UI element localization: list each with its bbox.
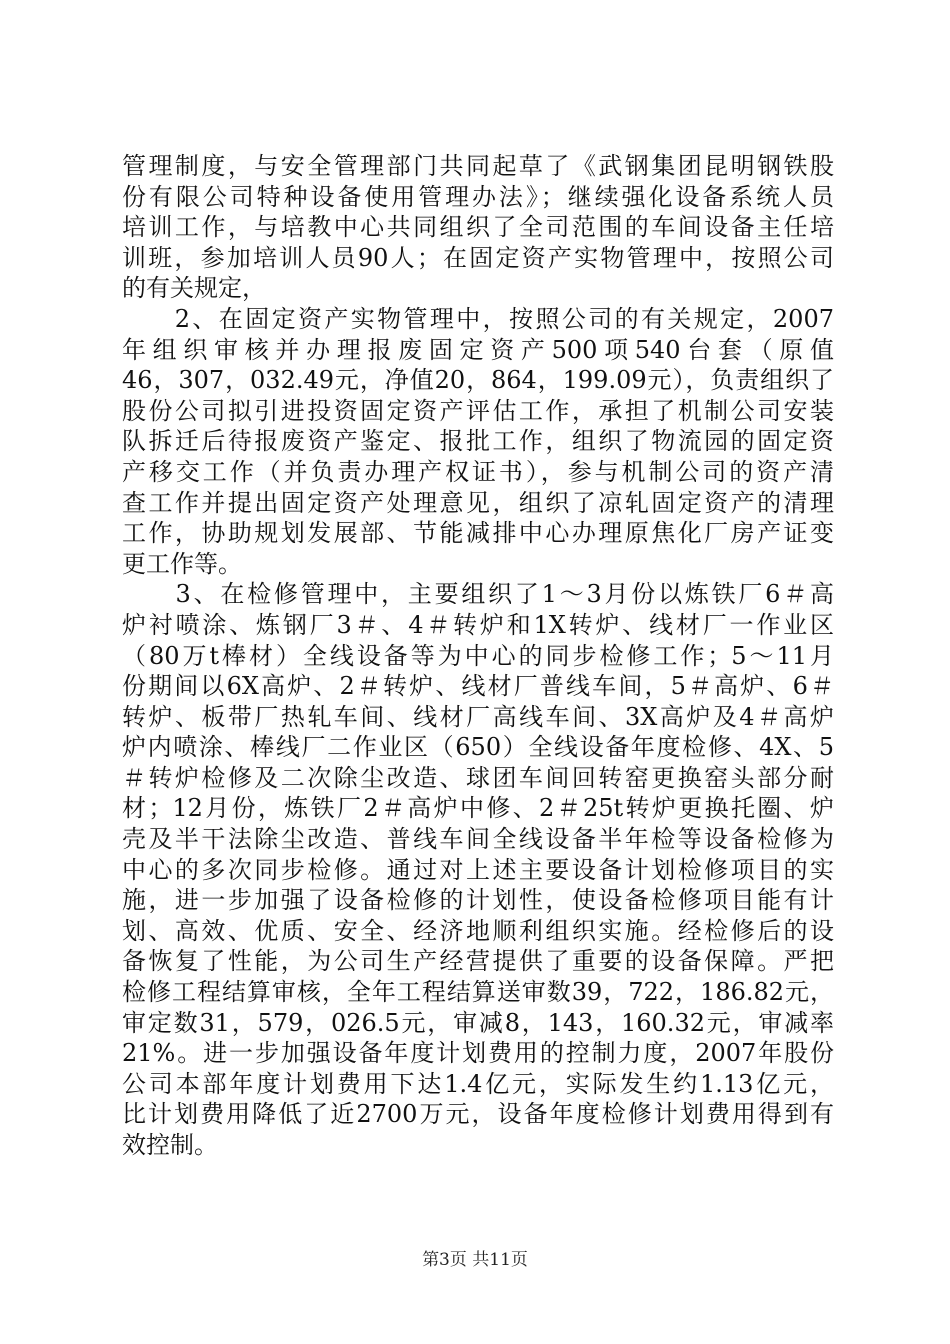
text-line: 施，进一步加强了设备检修的计划性，使设备检修项目能有计 <box>122 886 834 915</box>
text-line: 材；12月份，炼铁厂2＃高炉中修、2＃25t转炉更换托圈、炉 <box>122 794 834 823</box>
text-line: 工作，协助规划发展部、节能减排中心办理原焦化厂房产证变 <box>122 519 834 548</box>
text-line: 培训工作，与培教中心共同组织了全司范围的车间设备主任培 <box>122 213 834 242</box>
text-line: 份有限公司特种设备使用管理办法》；继续强化设备系统人员 <box>122 182 834 211</box>
text-line: 股份公司拟引进投资固定资产评估工作，承担了机制公司安装 <box>122 396 834 425</box>
text-line: 划、高效、优质、安全、经济地顺利组织实施。经检修后的设 <box>122 916 834 945</box>
text-line: 检修工程结算审核，全年工程结算送审数39，722，186.82元， <box>122 978 834 1007</box>
text-line: 转炉、板带厂热轧车间、线材厂高线车间、3X高炉及4＃高炉 <box>122 702 834 731</box>
text-line: 审定数31，579，026.5元，审减8，143，160.32元，审减率 <box>122 1008 834 1037</box>
text-line: 年组织审核并办理报废固定资产500项540台套（原值 <box>122 335 834 364</box>
text-line: 备恢复了性能，为公司生产经营提供了重要的设备保障。严把 <box>122 947 834 976</box>
text-line: 产移交工作（并负责办理产权证书），参与机制公司的资产清 <box>122 457 834 486</box>
body-text <box>122 151 834 1161</box>
text-line: 训班，参加培训人员90人；在固定资产实物管理中，按照公司 <box>122 243 834 272</box>
text-line: ＃转炉检修及二次除尘改造、球团车间回转窑更换窑头部分耐 <box>122 763 834 792</box>
text-line: 炉内喷涂、棒线厂二作业区（650）全线设备年度检修、4X、5 <box>122 733 834 762</box>
text-line: 21%。进一步加强设备年度计划费用的控制力度，2007年股份 <box>122 1039 834 1068</box>
text-line: 查工作并提出固定资产处理意见，组织了凉轧固定资产的清理 <box>122 488 834 517</box>
text-line: 比计划费用降低了近2700万元，设备年度检修计划费用得到有 <box>122 1100 834 1129</box>
text-line: 管理制度，与安全管理部门共同起草了《武钢集团昆明钢铁股 <box>122 152 834 180</box>
text-line: 壳及半干法除尘改造、普线车间全线设备半年检等设备检修为 <box>122 825 834 854</box>
page-footer: 第3页 共11页 <box>422 1250 528 1270</box>
text-line: 2、在固定资产实物管理中，按照公司的有关规定，2007 <box>122 304 834 333</box>
text-line: （80万t棒材）全线设备等为中心的同步检修工作；5～11月 <box>122 641 834 670</box>
text-line: 效控制。 <box>122 1131 218 1159</box>
text-line: 3、在检修管理中，主要组织了1～3月份以炼铁厂6＃高 <box>122 580 834 609</box>
text-line: 46，307，032.49元，净值20，864，199.09元），负责组织了 <box>122 366 834 395</box>
text-line: 的有关规定， <box>122 274 266 303</box>
text-line: 队拆迁后待报废资产鉴定、报批工作，组织了物流园的固定资 <box>122 427 834 456</box>
text-line: 公司本部年度计划费用下达1.4亿元，实际发生约1.13亿元， <box>122 1069 834 1098</box>
text-line: 份期间以6X高炉、2＃转炉、线材厂普线车间，5＃高炉、6＃ <box>122 672 834 701</box>
text-line: 炉衬喷涂、炼钢厂3＃、4＃转炉和1X转炉、线材厂一作业区 <box>122 610 834 639</box>
text-line: 中心的多次同步检修。通过对上述主要设备计划检修项目的实 <box>122 855 834 884</box>
text-line: 更工作等。 <box>122 549 242 578</box>
